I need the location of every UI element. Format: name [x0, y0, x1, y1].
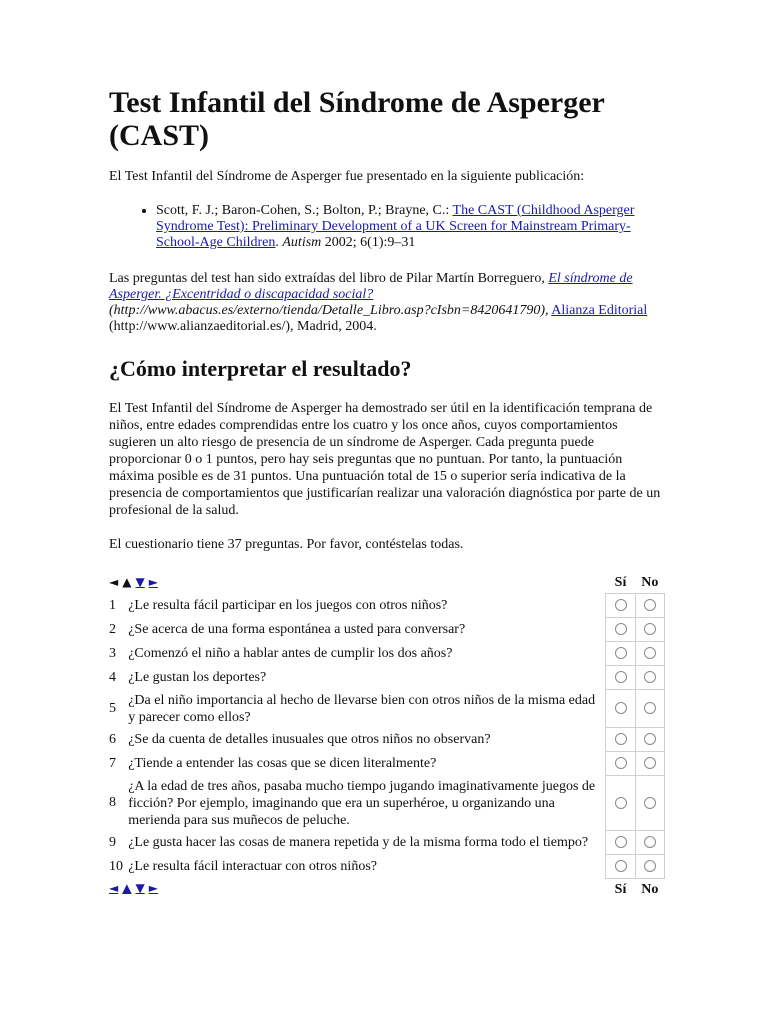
question-text: ¿Comenzó el niño a hablar antes de cumplir los dos años?	[128, 646, 453, 661]
nav-row-bottom	[109, 879, 665, 901]
yes-cell	[606, 855, 635, 879]
question-row	[109, 728, 665, 752]
nav-prev-icon: ◄	[109, 574, 119, 589]
no-cell	[635, 618, 664, 642]
reference-after-link: .	[275, 235, 283, 250]
reference-item	[156, 203, 665, 251]
no-radio[interactable]	[644, 599, 656, 611]
question-text: ¿Le gusta hacer las cosas de manera repetida y de la misma forma todo el tiempo?	[128, 835, 589, 850]
yes-column-header: Sí	[614, 574, 627, 590]
yes-radio[interactable]	[615, 797, 627, 809]
yes-radio[interactable]	[615, 623, 627, 635]
question-number: 3	[109, 645, 116, 661]
nav-down-icon[interactable]: ▼	[135, 881, 145, 896]
yes-cell	[606, 594, 635, 618]
page-title: Test Infantil del Síndrome de Asperger (CAST)	[109, 86, 605, 152]
yes-cell	[606, 666, 635, 690]
question-number: 7	[109, 755, 116, 771]
book-link[interactable]: El síndrome de Asperger. ¿Excentridad o discapacidad social?	[109, 271, 633, 302]
question-number: 8	[109, 795, 116, 810]
no-cell	[635, 752, 664, 776]
no-column-header: No	[641, 881, 659, 897]
no-cell	[635, 666, 664, 690]
yes-cell	[606, 728, 635, 752]
no-cell	[635, 728, 664, 752]
no-cell	[635, 776, 664, 831]
question-number: 4	[109, 669, 116, 685]
question-text: ¿Le gustan los deportes?	[128, 670, 267, 685]
question-number: 9	[109, 834, 116, 850]
source-prefix: Las preguntas del test han sido extraídas del libro de Pilar Martín Borreguero,	[109, 271, 549, 286]
question-row	[109, 642, 665, 666]
yes-radio[interactable]	[615, 733, 627, 745]
no-radio[interactable]	[644, 836, 656, 848]
reference-list	[109, 203, 665, 251]
question-row	[109, 776, 665, 831]
question-row	[109, 618, 665, 642]
yes-cell	[606, 642, 635, 666]
yes-cell	[606, 831, 635, 855]
yes-column-header: Sí	[614, 881, 627, 897]
question-text: ¿Se acerca de una forma espontánea a usted para conversar?	[128, 622, 466, 637]
nav-prev-icon[interactable]: ◄	[109, 881, 119, 896]
no-radio[interactable]	[644, 671, 656, 683]
yes-radio[interactable]	[615, 647, 627, 659]
question-count-text: El cuestionario tiene 37 preguntas. Por favor, contéstelas todas.	[109, 537, 464, 552]
no-cell	[635, 855, 664, 879]
reference-citation: 2002; 6(1):9–31	[321, 235, 416, 250]
reference-authors: Scott, F. J.; Baron-Cohen, S.; Bolton, P.; Brayne, C.:	[156, 203, 453, 218]
no-cell	[635, 642, 664, 666]
nav-controls-bottom	[109, 879, 606, 901]
question-text: ¿A la edad de tres años, pasaba mucho tiempo jugando imaginativamente juegos de ficción? Por ejemplo, imaginando que era un superhéroe, u organizando una merienda para sus muñecos de peluche.	[128, 778, 596, 828]
nav-next-icon[interactable]: ►	[148, 574, 158, 589]
no-radio[interactable]	[644, 733, 656, 745]
question-text: ¿Le resulta fácil interactuar con otros niños?	[128, 859, 377, 874]
no-radio[interactable]	[644, 647, 656, 659]
no-radio[interactable]	[644, 702, 656, 714]
nav-down-icon[interactable]: ▼	[135, 574, 145, 589]
no-radio[interactable]	[644, 797, 656, 809]
question-row	[109, 594, 665, 618]
yes-radio[interactable]	[615, 860, 627, 872]
no-radio[interactable]	[644, 757, 656, 769]
yes-radio[interactable]	[615, 757, 627, 769]
section-title: ¿Cómo interpretar el resultado?	[109, 356, 412, 381]
no-radio[interactable]	[644, 860, 656, 872]
no-cell	[635, 690, 664, 728]
question-row	[109, 666, 665, 690]
question-text: ¿Se da cuenta de detalles inusuales que otros niños no observan?	[128, 732, 491, 747]
question-rows	[109, 594, 665, 879]
nav-up-icon[interactable]: ▲	[122, 881, 132, 896]
question-number: 1	[109, 597, 116, 613]
no-cell	[635, 831, 664, 855]
nav-row-top	[109, 572, 665, 594]
yes-radio[interactable]	[615, 702, 627, 714]
nav-controls-top	[109, 572, 606, 594]
explanation-paragraph: El Test Infantil del Síndrome de Asperger ha demostrado ser útil en la identificación temprana de niños, entre edades comprendidas entre los cuatro y los once años, cuyos comportamientos sugieren un alto riesgo de presencia de un síndrome de Asperger. Cada pregunta puede proporcionar 0 o 1 puntos, pero hay seis preguntas que no puntuan. Por tanto, la puntuación máxima posible es de 31 puntos. Una puntuación total de 15 o superior sería indicativa de la presencia de comportamientos que justificarían realizar una valoración diagnóstica por parte de un profesional de la salud.	[109, 401, 661, 518]
yes-cell	[606, 776, 635, 831]
question-number: 5	[109, 700, 116, 716]
question-text: ¿Le resulta fácil participar en los juegos con otros niños?	[128, 598, 448, 613]
yes-cell	[606, 618, 635, 642]
question-number: 10	[109, 858, 123, 874]
question-row	[109, 752, 665, 776]
question-text: ¿Da el niño importancia al hecho de llevarse bien con otros niños de la misma edad y parecer como ellos?	[128, 692, 596, 725]
question-text: ¿Tiende a entender las cosas que se dicen literalmente?	[128, 756, 437, 771]
publisher-link[interactable]: Alianza Editorial	[551, 303, 648, 318]
question-row	[109, 690, 665, 728]
reference-journal: Autism	[282, 235, 322, 250]
no-cell	[635, 594, 664, 618]
source-separator: ,	[545, 303, 552, 318]
question-number: 2	[109, 621, 116, 637]
yes-radio[interactable]	[615, 671, 627, 683]
reference-article-link[interactable]: The CAST (Childhood Asperger Syndrome Test): Preliminary Development of a UK Screen for Mainstream Primary-School-Age Children	[156, 203, 635, 250]
book-url: (http://www.abacus.es/externo/tienda/Detalle_Libro.asp?cIsbn=8420641790)	[109, 303, 546, 318]
yes-radio[interactable]	[615, 599, 627, 611]
document-page	[109, 86, 665, 900]
nav-next-icon[interactable]: ►	[148, 881, 158, 896]
yes-cell	[606, 752, 635, 776]
question-number: 6	[109, 731, 116, 747]
questionnaire-table	[109, 572, 665, 900]
nav-up-icon: ▲	[122, 574, 132, 589]
publisher-rest: (http://www.alianzaeditorial.es/), Madrid, 2004.	[109, 319, 377, 334]
question-row	[109, 831, 665, 855]
source-paragraph	[109, 271, 665, 335]
intro-paragraph: El Test Infantil del Síndrome de Asperger fue presentado en la siguiente publicación:	[109, 169, 585, 184]
question-row	[109, 855, 665, 879]
no-radio[interactable]	[644, 623, 656, 635]
yes-radio[interactable]	[615, 836, 627, 848]
yes-cell	[606, 690, 635, 728]
no-column-header: No	[641, 574, 659, 590]
